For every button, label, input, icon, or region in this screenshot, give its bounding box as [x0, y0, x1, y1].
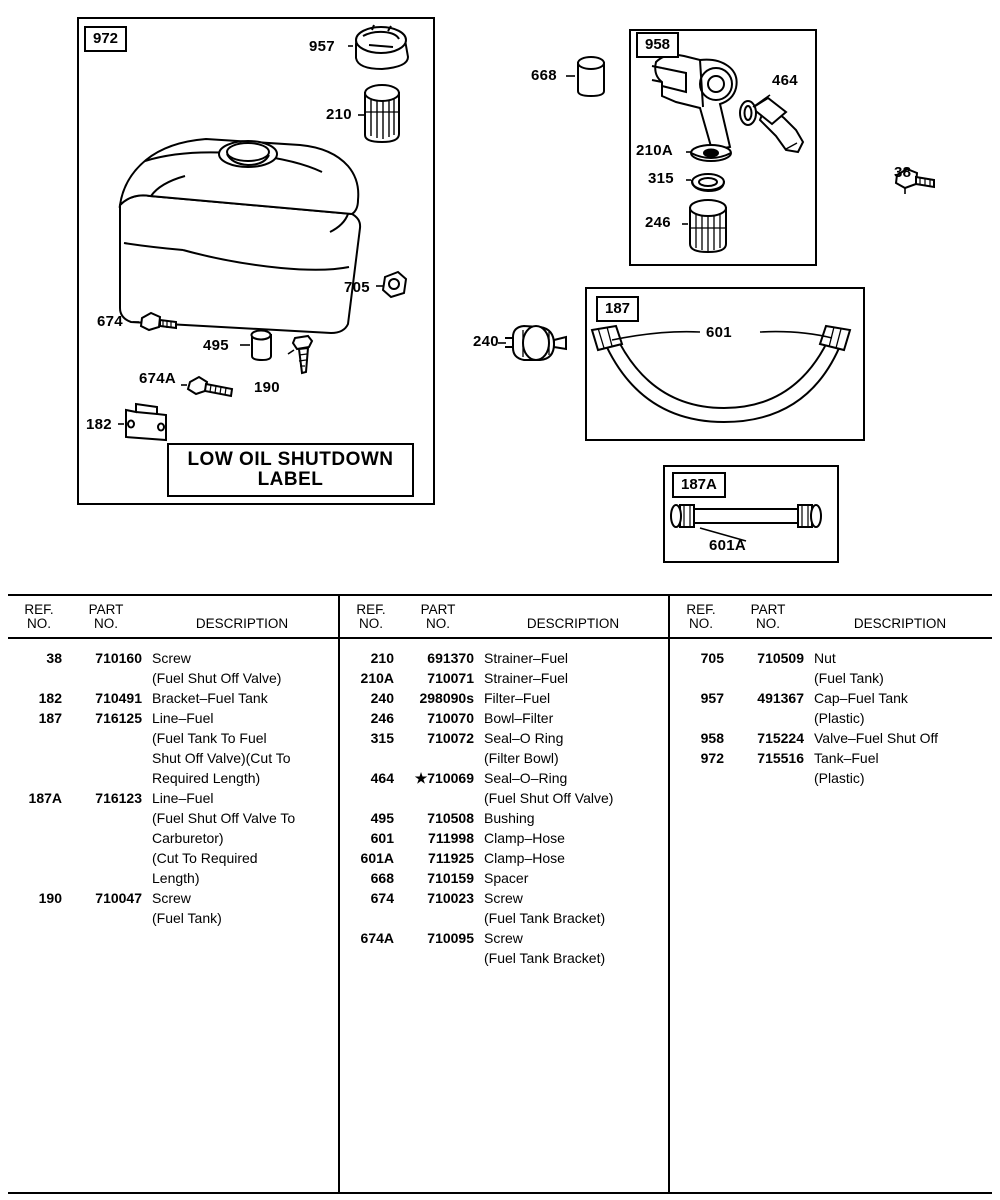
callout-495: 495	[203, 337, 229, 354]
cell-description: Cap–Fuel Tank	[814, 690, 908, 706]
cell-ref-no: 38	[46, 650, 62, 666]
header-ref-line1: REF.	[686, 602, 716, 617]
cell-description: (Fuel Shut Off Valve)	[484, 790, 614, 806]
cell-description: Line–Fuel	[152, 790, 214, 806]
cell-description: Screw	[152, 890, 191, 906]
cell-description: Filter–Fuel	[484, 690, 551, 706]
cell-ref-no	[8, 848, 70, 868]
cell-part-no: 710023	[427, 890, 474, 906]
cell-part-no: 710047	[95, 890, 142, 906]
callout-210A: 210A	[636, 142, 674, 159]
cell-description: Clamp–Hose	[484, 830, 565, 846]
cell-ref-no: 668	[370, 870, 394, 886]
cell-description: Clamp–Hose	[484, 850, 565, 866]
cell-ref-no: 187	[38, 710, 62, 726]
cell-description: Bracket–Fuel Tank	[152, 690, 268, 706]
illustration-linework	[0, 0, 1000, 585]
cell-part-no	[402, 948, 480, 968]
callout-38: 38	[894, 164, 912, 181]
cell-ref-no: 674A	[360, 930, 394, 946]
cell-ref-no: 464	[370, 770, 394, 786]
cell-ref-no	[8, 728, 70, 748]
header-description: DESCRIPTION	[853, 616, 947, 631]
cell-ref-no: 972	[700, 750, 724, 766]
cell-ref-no: 495	[370, 810, 394, 826]
cell-description: Screw	[484, 930, 523, 946]
table-row	[340, 888, 668, 908]
cell-part-no	[732, 668, 810, 688]
table-header-3	[670, 596, 992, 637]
cell-description: (Fuel Tank Bracket)	[484, 950, 606, 966]
table-row	[340, 828, 668, 848]
cell-ref-no	[8, 748, 70, 768]
parts-list-tables	[8, 594, 992, 1194]
cell-ref-no: 240	[370, 690, 394, 706]
table-row	[340, 788, 668, 808]
cell-description: (Fuel Tank To Fuel	[152, 730, 267, 746]
callout-601: 601	[706, 324, 732, 341]
cell-part-no	[402, 788, 480, 808]
header-description: DESCRIPTION	[526, 616, 620, 631]
table-row	[8, 888, 338, 908]
cell-part-no: 716123	[95, 790, 142, 806]
parts-rows-2	[340, 639, 668, 968]
cell-part-no: 710491	[95, 690, 142, 706]
table-row	[8, 908, 338, 928]
parts-table-column-2	[338, 596, 668, 1192]
cell-description: Shut Off Valve)(Cut To	[152, 750, 291, 766]
cell-description: (Filter Bowl)	[484, 750, 559, 766]
cell-part-no: 716125	[95, 710, 142, 726]
table-row	[670, 708, 992, 728]
header-ref-line1: REF.	[356, 602, 386, 617]
table-row	[670, 688, 992, 708]
callout-187A: 187A	[672, 472, 726, 498]
callout-187: 187	[596, 296, 639, 322]
table-row	[8, 868, 338, 888]
header-part-line2: NO.	[425, 616, 450, 631]
cell-description: (Fuel Tank)	[814, 670, 884, 686]
table-row	[8, 708, 338, 728]
cell-ref-no	[8, 768, 70, 788]
cell-part-no: 710095	[427, 930, 474, 946]
table-row	[340, 908, 668, 928]
callout-674A: 674A	[139, 370, 177, 387]
table-row	[340, 728, 668, 748]
callout-190: 190	[254, 379, 280, 396]
cell-ref-no: 210A	[360, 670, 394, 686]
cell-part-no: 715516	[757, 750, 804, 766]
cell-part-no	[402, 748, 480, 768]
cell-ref-no	[340, 948, 402, 968]
table-row	[8, 788, 338, 808]
table-row	[340, 808, 668, 828]
cell-part-no	[402, 908, 480, 928]
cell-description: Tank–Fuel	[814, 750, 879, 766]
cell-description: (Cut To Required	[152, 850, 258, 866]
cell-part-no	[732, 768, 810, 788]
cell-description: Line–Fuel	[152, 710, 214, 726]
cell-ref-no	[670, 668, 732, 688]
table-row	[670, 668, 992, 688]
cell-description: (Fuel Shut Off Valve To	[152, 810, 296, 826]
cell-part-no	[70, 668, 148, 688]
callout-240: 240	[473, 333, 499, 350]
cell-part-no: 710072	[427, 730, 474, 746]
cell-description: (Plastic)	[814, 770, 865, 786]
cell-description: Seal–O Ring	[484, 730, 564, 746]
table-row	[8, 848, 338, 868]
cell-description: Spacer	[484, 870, 529, 886]
parts-rows-3	[670, 639, 992, 788]
parts-table-column-1	[8, 596, 338, 1192]
table-row	[8, 768, 338, 788]
cell-part-no: 710160	[95, 650, 142, 666]
cell-part-no	[70, 748, 148, 768]
callout-315: 315	[648, 170, 674, 187]
callout-668: 668	[531, 67, 557, 84]
cell-ref-no	[8, 808, 70, 828]
cell-part-no	[732, 708, 810, 728]
table-row	[8, 648, 338, 668]
cell-description: Strainer–Fuel	[484, 650, 569, 666]
table-row	[340, 668, 668, 688]
cell-ref-no: 315	[370, 730, 394, 746]
low-oil-shutdown-label	[167, 443, 414, 497]
cell-ref-no: 182	[38, 690, 62, 706]
cell-part-no	[70, 828, 148, 848]
cell-part-no	[70, 868, 148, 888]
cell-part-no: 711925	[428, 850, 474, 866]
cell-description: Bushing	[484, 810, 535, 826]
cell-description: Seal–O–Ring	[484, 770, 568, 786]
table-row	[670, 648, 992, 668]
cell-ref-no	[340, 908, 402, 928]
cell-description: (Fuel Tank)	[152, 910, 222, 926]
cell-ref-no	[340, 748, 402, 768]
cell-ref-no	[8, 668, 70, 688]
cell-ref-no: 190	[38, 890, 62, 906]
cell-part-no	[70, 728, 148, 748]
cell-description: Strainer–Fuel	[484, 670, 569, 686]
cell-ref-no	[8, 908, 70, 928]
parts-rows-1	[8, 639, 338, 928]
callout-210: 210	[326, 106, 352, 123]
cell-part-no	[70, 808, 148, 828]
table-row	[8, 828, 338, 848]
cell-ref-no: 187A	[28, 790, 62, 806]
callout-674: 674	[97, 313, 123, 330]
cell-ref-no: 601A	[360, 850, 394, 866]
table-row	[670, 748, 992, 768]
cell-description: Length)	[152, 870, 200, 886]
header-ref-line2: NO.	[688, 616, 713, 631]
cell-description: Screw	[152, 650, 191, 666]
callout-957: 957	[309, 38, 335, 55]
table-row	[8, 748, 338, 768]
cell-description: Nut	[814, 650, 836, 666]
cell-ref-no	[8, 868, 70, 888]
cell-description: Required Length)	[152, 770, 261, 786]
cell-description: Screw	[484, 890, 523, 906]
cell-ref-no	[670, 768, 732, 788]
table-row	[340, 948, 668, 968]
cell-part-no: ★710069	[414, 770, 474, 786]
callout-705: 705	[344, 279, 370, 296]
header-part-line1: PART	[88, 602, 124, 617]
table-row	[8, 668, 338, 688]
cell-part-no: 710070	[427, 710, 474, 726]
cell-description: (Fuel Tank Bracket)	[484, 910, 606, 926]
header-ref-line2: NO.	[358, 616, 383, 631]
table-row	[670, 768, 992, 788]
cell-ref-no: 601	[370, 830, 394, 846]
table-row	[340, 928, 668, 948]
table-row	[340, 768, 668, 788]
cell-part-no: 711998	[428, 830, 474, 846]
cell-description: Carburetor)	[152, 830, 224, 846]
callout-464: 464	[772, 72, 798, 89]
cell-ref-no: 957	[700, 690, 724, 706]
cell-description: (Fuel Shut Off Valve)	[152, 670, 282, 686]
cell-ref-no: 210	[370, 650, 394, 666]
low-oil-line-2: LABEL	[257, 469, 324, 490]
exploded-parts-illustration	[0, 0, 1000, 585]
table-row	[340, 688, 668, 708]
callout-958: 958	[636, 32, 679, 58]
cell-ref-no: 705	[700, 650, 724, 666]
cell-description: (Plastic)	[814, 710, 865, 726]
cell-part-no: 691370	[427, 650, 474, 666]
header-part-line2: NO.	[93, 616, 118, 631]
cell-ref-no: 958	[700, 730, 724, 746]
cell-description: Bowl–Filter	[484, 710, 554, 726]
table-row	[8, 688, 338, 708]
cell-ref-no	[670, 708, 732, 728]
table-row	[8, 808, 338, 828]
callout-972: 972	[84, 26, 127, 52]
cell-description: Valve–Fuel Shut Off	[814, 730, 938, 746]
header-ref-line1: REF.	[24, 602, 54, 617]
cell-part-no	[70, 848, 148, 868]
header-part-line2: NO.	[755, 616, 780, 631]
cell-part-no: 710071	[427, 670, 474, 686]
table-row	[340, 748, 668, 768]
cell-part-no: 715224	[757, 730, 804, 746]
cell-part-no: 710509	[757, 650, 804, 666]
table-row	[8, 728, 338, 748]
parts-table-column-3	[668, 596, 992, 1192]
header-part-line1: PART	[750, 602, 786, 617]
header-ref-line2: NO.	[26, 616, 51, 631]
cell-part-no: 491367	[757, 690, 804, 706]
cell-part-no: 710159	[427, 870, 474, 886]
callout-182: 182	[86, 416, 112, 433]
header-part-line1: PART	[420, 602, 456, 617]
callout-601A: 601A	[709, 537, 747, 554]
table-row	[340, 868, 668, 888]
cell-part-no: 298090s	[419, 690, 474, 706]
cell-ref-no	[8, 828, 70, 848]
table-header-2	[340, 596, 668, 637]
callout-246: 246	[645, 214, 671, 231]
header-description: DESCRIPTION	[195, 616, 289, 631]
table-row	[670, 728, 992, 748]
table-row	[340, 708, 668, 728]
cell-part-no	[70, 768, 148, 788]
cell-ref-no	[340, 788, 402, 808]
cell-part-no: 710508	[427, 810, 474, 826]
cell-ref-no: 674	[370, 890, 394, 906]
table-row	[340, 848, 668, 868]
table-row	[340, 648, 668, 668]
cell-ref-no: 246	[370, 710, 394, 726]
cell-part-no	[70, 908, 148, 928]
low-oil-line-1: LOW OIL SHUTDOWN	[187, 449, 394, 470]
table-header-1	[8, 596, 338, 637]
